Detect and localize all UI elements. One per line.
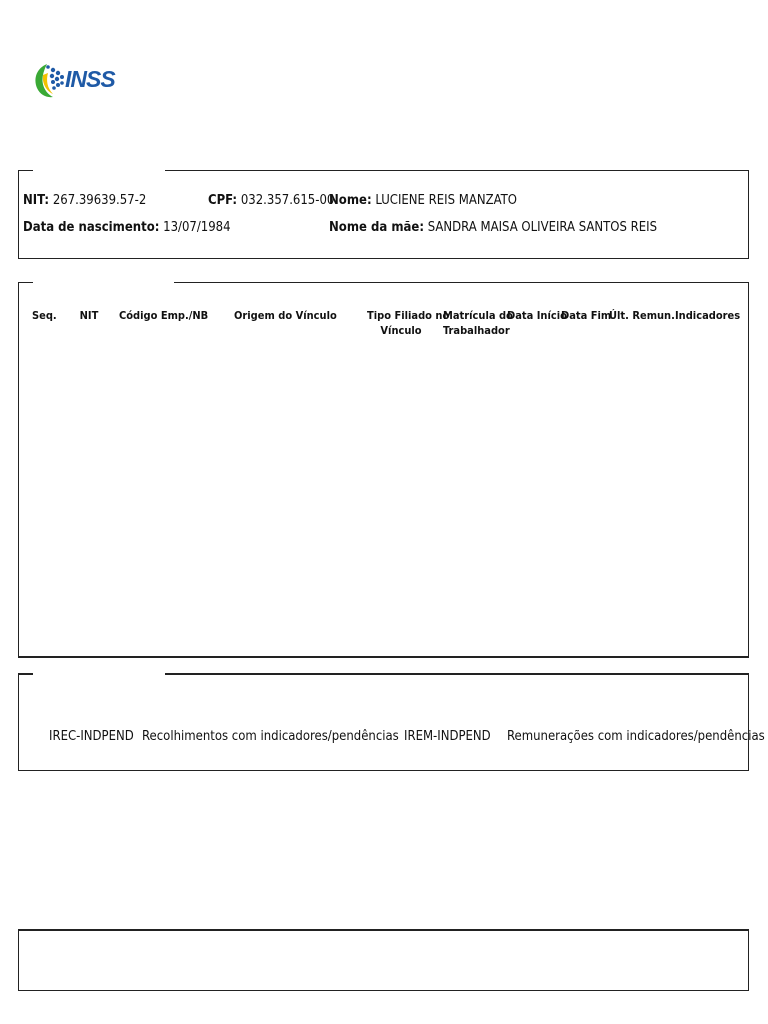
legend-desc-irem: Remunerações com indicadores/pendências [507,729,765,744]
col-header-ult-remun: Últ. Remun. [609,309,675,322]
relations-section [18,283,749,658]
footer-box [18,929,749,991]
col-header-indicadores: Indicadores [675,309,741,322]
identification-section [18,171,749,259]
nome-field [329,193,517,208]
nit-field [23,193,146,208]
section-border [18,282,33,283]
nascimento-field [23,220,231,235]
cpf-field [208,193,334,208]
mae-value: SANDRA MAISA OLIVEIRA SANTOS REIS [427,220,658,235]
nascimento-label: Data de nascimento: [23,220,160,235]
nit-value: 267.39639.57-2 [52,193,147,208]
mae-field [329,220,657,235]
inss-logo [33,60,113,100]
inss-emblem-icon [33,60,67,100]
col-header-origem-vinculo: Origem do Vínculo [234,309,337,322]
section-border [174,282,749,283]
col-header-matricula: Matrícula do Trabalhador [443,309,513,337]
section-border [18,170,33,171]
legend-section [18,674,765,771]
col-header-data-inicio: Data Início [507,309,567,322]
col-header-tipo-filiado: Tipo Filiado no Vínculo [367,309,450,337]
legend-code-irec: IREC-INDPEND [49,729,134,744]
section-border [165,673,749,675]
col-header-seq: Seq. [32,309,57,322]
col-header-nit: NIT [79,309,99,322]
col-header-codigo-emp: Código Emp./NB [119,309,209,322]
mae-label: Nome da mãe: [329,220,425,235]
cpf-value: 032.357.615-00 [240,193,335,208]
logo-text: INSS [65,66,115,92]
cpf-label: CPF: [208,193,238,208]
nome-label: Nome: [329,193,372,208]
legend-desc-irec: Recolhimentos com indicadores/pendências [142,729,399,744]
nit-label: NIT: [23,193,50,208]
section-border [165,170,749,171]
section-border [18,673,33,675]
nome-value: LUCIENE REIS MANZATO [375,193,517,208]
legend-code-irem: IREM-INDPEND [404,729,491,744]
nascimento-value: 13/07/1984 [163,220,231,235]
col-header-data-fim: Data Fim [561,309,612,322]
